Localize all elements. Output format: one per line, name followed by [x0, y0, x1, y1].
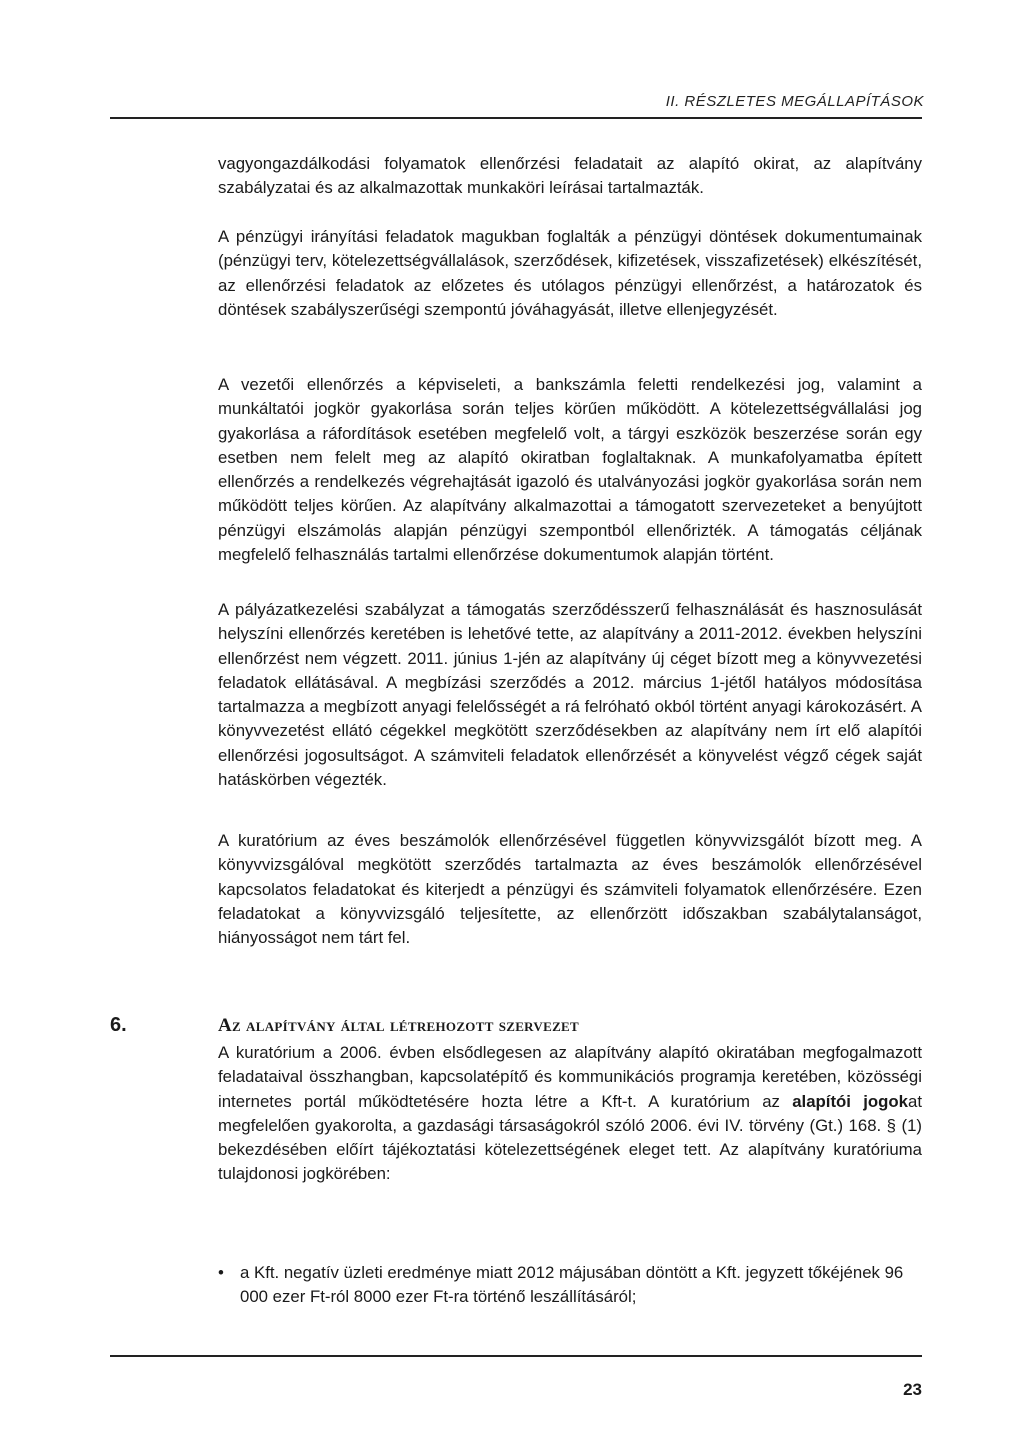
section-intro-paragraph: [218, 1041, 922, 1187]
paragraph-1: vagyongazdálkodási folyamatok ellenőrzési feladatait az alapító okirat, az alapítvány szabályzatai és az alkalmazottak munkaköri leírásai tartalmazták.: [218, 154, 922, 198]
bullet-icon: •: [218, 1263, 224, 1282]
running-header: II. RÉSZLETES MEGÁLLAPÍTÁSOK: [665, 93, 924, 110]
section-title: Az alapítvány által létrehozott szervezet: [218, 1015, 579, 1036]
paragraph-5: A kuratórium az éves beszámolók ellenőrzésével független könyvvizsgálót bízott meg. A könyvvizsgálóval megkötött szerződés tartalmazta az éves beszámolók ellenőrzésével kapcsolatos feladatokat és kiterjedt a pénzügyi és számviteli folyamatok ellenőrzésére. Ezen feladatokat a könyvvizsgáló teljesítette, az ellenőrzött időszakban szabálytalanságot, hiányosságot nem tárt fel.: [218, 831, 922, 948]
bullet-text: a Kft. negatív üzleti eredménye miatt 2012 májusában döntött a Kft. jegyzett tőkéjének 96 000 ezer Ft-ról 8000 ezer Ft-ra történő leszállításáról;: [240, 1263, 904, 1307]
footer-rule: [110, 1355, 922, 1357]
section-number: 6.: [110, 1014, 127, 1036]
header-rule: [110, 117, 922, 119]
paragraph-3: A vezetői ellenőrzés a képviseleti, a bankszámla feletti rendelkezési jog, valamint a munkáltatói jogkör gyakorlása során teljes körűen működött. A kötelezettségvállalási jog gyakorlása a ráfordítások esetében megfelelő volt, a tárgyi eszközök beszerzése során egy esetben nem felelt meg az alapító okiratban foglaltaknak. A munkafolyamatba épített ellenőrzés a rendelkezés végrehajtását igazoló és utalványozási jogkör gyakorlása során nem működött teljes körűen. Az alapítvány alkalmazottai a támogatott szervezeteket a benyújtott pénzügyi elszámolás alapján pénzügyi szempontból ellenőrizték. A támogatás céljának megfelelő felhasználás tartalmi ellenőrzése dokumentumok alapján történt.: [218, 375, 922, 565]
paragraph-4: A pályázatkezelési szabályzat a támogatás szerződésszerű felhasználását és hasznosulását helyszíni ellenőrzés keretében is lehetővé tette, az alapítvány a 2011-2012. években helyszíni ellenőrzést nem végzett. 2011. június 1-jén az alapítvány új céget bízott meg a könyvvezetési feladatok ellátásával. A megbízási szerződés a 2012. március 1-jétől hatályos módosítása tartalmazza a megbízott anyagi felelősségét a rá felróható okból történt anyagi károkozásért. A könyvvezetést ellátó cégekkel megkötött szerződésekben az alapítvány nem írt elő alapítói ellenőrzési jogosultságot. A számviteli feladatok ellenőrzését a könyvelést végző cégek saját hatáskörben végezték.: [218, 600, 922, 790]
section-intro-part2: at megfelelően gyakorolta, a gazdasági társaságokról szóló 2006. évi IV. törvény (Gt.) 168. § (1) bekezdésében előírt tájékoztatási kötelezettségének eleget tett. Az alapítvány kuratóriuma tulajdonosi jogkörében:: [218, 1091, 922, 1184]
section-intro-bold: alapítói jogok: [792, 1091, 908, 1111]
paragraph-2: A pénzügyi irányítási feladatok magukban foglalták a pénzügyi döntések dokumentumainak (pénzügyi terv, kötelezettségvállalások, szerződések, kifizetések, visszafizetések) elkészítését, az ellenőrzési feladatok az előzetes és utólagos pénzügyi ellenőrzést, a határozatok és döntések szabályszerűségi szempontú jóváhagyását, illetve ellenjegyzését.: [218, 227, 922, 319]
page-number: 23: [903, 1380, 922, 1399]
list-item: [218, 1261, 922, 1310]
section-intro-part1: A kuratórium a 2006. évben elsődlegesen az alapítvány alapító okiratában megfogalmazott feladataival összhangban, kapcsolatépítő és kommunikációs programja keretében, közösségi internetes portál működtetésére hozta létre a Kft-t. A kuratórium az: [218, 1043, 922, 1111]
bullet-list: [218, 1261, 922, 1310]
